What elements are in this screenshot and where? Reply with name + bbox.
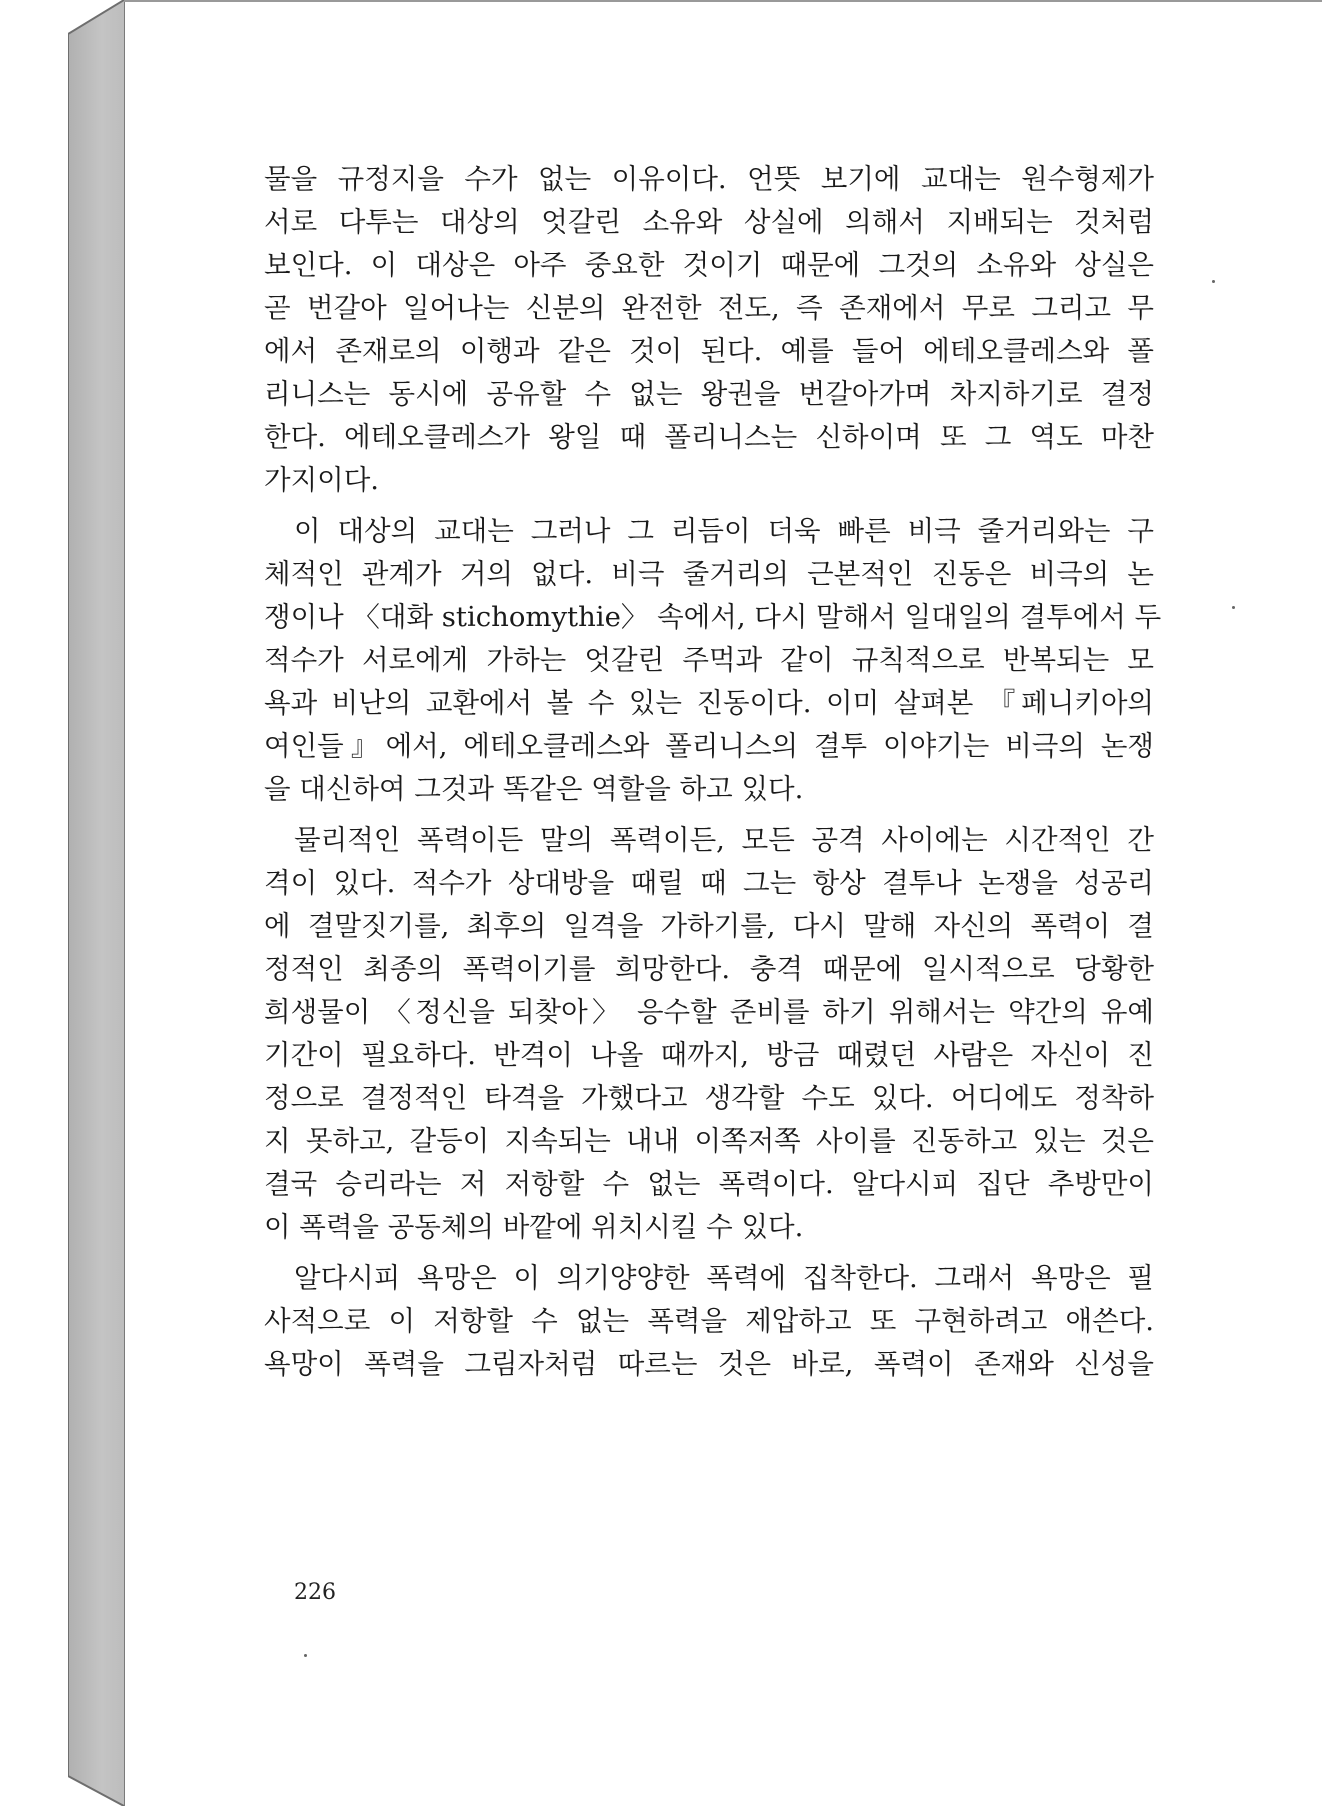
text-line: 에 결말짓기를, 최후의 일격을 가하기를, 다시 말해 자신의 폭력이 결	[264, 910, 1154, 942]
text-line: 사적으로 이 저항할 수 없는 폭력을 제압하고 또 구현하려고 애쓴다.	[264, 1305, 1154, 1337]
text-line: 서로 다투는 대상의 엇갈린 소유와 상실에 의해서 지배되는 것처럼	[264, 206, 1154, 238]
text-line: 한다. 에테오클레스가 왕일 때 폴리니스는 신하이며 또 그 역도 마찬	[264, 421, 1154, 453]
paragraph-2	[264, 510, 1162, 811]
scan-speck	[304, 1654, 307, 1657]
text-line: 에서 존재로의 이행과 같은 것이 된다. 예를 들어 에테오클레스와 폴	[264, 335, 1154, 367]
text-line: 희생물이 〈정신을 되찾아〉 응수할 준비를 하기 위해서는 약간의 유예	[264, 996, 1154, 1028]
text-line: 쟁이나 〈대화 stichomythie〉 속에서, 다시 말해서 일대일의 결투에서 두	[264, 601, 1162, 633]
text-line: 알다시피 욕망은 이 의기양양한 폭력에 집착한다. 그래서 욕망은 필	[294, 1262, 1154, 1294]
text-line: 여인들』에서, 에테오클레스와 폴리니스의 결투 이야기는 비극의 논쟁	[264, 730, 1154, 762]
text-line: 욕망이 폭력을 그림자처럼 따르는 것은 바로, 폭력이 존재와 신성을	[264, 1348, 1154, 1380]
text-line: 체적인 관계가 거의 없다. 비극 줄거리의 근본적인 진동은 비극의 논	[264, 558, 1154, 590]
scan-speck	[1212, 280, 1215, 283]
text-line: 곧 번갈아 일어나는 신분의 완전한 전도, 즉 존재에서 무로 그리고 무	[264, 292, 1154, 324]
text-line: 이 폭력을 공동체의 바깥에 위치시킬 수 있다.	[264, 1211, 804, 1243]
text-line: 정으로 결정적인 타격을 가했다고 생각할 수도 있다. 어디에도 정착하	[264, 1082, 1154, 1114]
paragraph-1	[264, 158, 1154, 502]
text-line: 정적인 최종의 폭력이기를 희망한다. 충격 때문에 일시적으로 당황한	[264, 953, 1154, 985]
paragraph-4	[264, 1257, 1154, 1386]
text-line: 욕과 비난의 교환에서 볼 수 있는 진동이다. 이미 살펴본 『페니키아의	[264, 687, 1154, 719]
text-line: 기간이 필요하다. 반격이 나올 때까지, 방금 때렸던 사람은 자신이 진	[264, 1039, 1154, 1071]
text-line: 보인다. 이 대상은 아주 중요한 것이기 때문에 그것의 소유와 상실은	[264, 249, 1154, 281]
text-line: 을 대신하여 그것과 똑같은 역할을 하고 있다.	[264, 773, 804, 805]
page-top-border	[124, 0, 1322, 2]
text-line: 적수가 서로에게 가하는 엇갈린 주먹과 같이 규칙적으로 반복되는 모	[264, 644, 1154, 676]
text-line: 지 못하고, 갈등이 지속되는 내내 이쪽저쪽 사이를 진동하고 있는 것은	[264, 1125, 1154, 1157]
text-line: 물리적인 폭력이든 말의 폭력이든, 모든 공격 사이에는 시간적인 간	[294, 824, 1154, 856]
page-number: 226	[294, 1580, 336, 1605]
text-line: 결국 승리라는 저 저항할 수 없는 폭력이다. 알다시피 집단 추방만이	[264, 1168, 1154, 1200]
text-line: 리니스는 동시에 공유할 수 없는 왕권을 번갈아가며 차지하기로 결정	[264, 378, 1154, 410]
book-side-edge	[68, 0, 124, 1806]
text-line: 이 대상의 교대는 그러나 그 리듬이 더욱 빠른 비극 줄거리와는 구	[294, 515, 1154, 547]
text-line: 가지이다.	[264, 464, 380, 496]
text-line: 물을 규정지을 수가 없는 이유이다. 언뜻 보기에 교대는 원수형제가	[264, 163, 1154, 195]
scan-speck	[1232, 606, 1235, 609]
body-text	[264, 158, 1162, 1386]
paragraph-3	[264, 819, 1154, 1249]
text-line: 격이 있다. 적수가 상대방을 때릴 때 그는 항상 결투나 논쟁을 성공리	[264, 867, 1154, 899]
